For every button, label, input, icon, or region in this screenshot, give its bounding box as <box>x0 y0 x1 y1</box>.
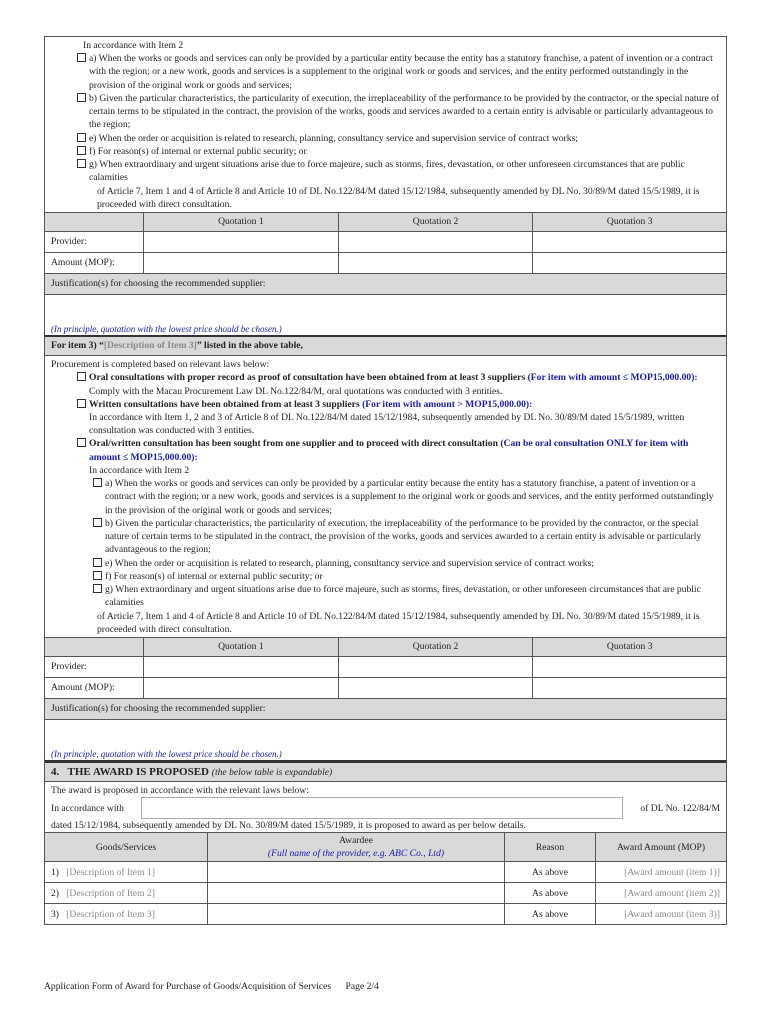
awardee-field[interactable] <box>208 904 505 925</box>
justification-label: Justification(s) for choosing the recommended supplier: <box>45 699 726 720</box>
item3-description-placeholder: [Description of Item 3] <box>103 340 197 352</box>
accordance-text: In accordance with Item 2 <box>83 40 184 51</box>
checkbox-icon[interactable] <box>77 53 86 62</box>
provider-field-1[interactable] <box>144 232 339 253</box>
option-a[interactable]: a) When the works or goods and services can only be provided by a particular entity because the entity has a statutory franchise, a patent of invention or a contract with the region; or a new work, goods and services is a supplement to the original work or goods and services, and the entity performed outstandingly in the provision of the original work or goods and services; <box>51 477 720 517</box>
lowest-price-note: (In principle, quotation with the lowest price should be chosen.) <box>51 323 282 334</box>
awardee-field[interactable] <box>208 883 505 904</box>
option-a[interactable]: a) When the works or goods and services can only be provided by a particular entity because the entity has a statutory franchise, a patent of invention or a contract with the region; or a new work, goods and services is a supplement to the original work or goods and services, and the entity performed outstandingly in the provision of the original work or goods and services; <box>51 52 720 92</box>
page-number: Page 2/4 <box>345 981 379 992</box>
table-row <box>45 862 726 883</box>
quotation-2-header: Quotation 2 <box>338 637 533 656</box>
checkbox-icon[interactable] <box>93 478 102 487</box>
justification-field[interactable] <box>45 295 726 335</box>
dl-label: of DL No. 122/84/M <box>640 802 720 814</box>
award-amount-cell[interactable]: [Award amount (item 1)] <box>596 862 727 883</box>
quotation-1-header: Quotation 1 <box>144 213 339 232</box>
row-number: 1) <box>51 866 59 878</box>
option-g[interactable]: g) When extraordinary and urgent situations arise due to force majeure, such as storms, fires, devastation, or other unforeseen circumstances that are public calamities <box>51 583 720 609</box>
amount-field-3[interactable] <box>533 253 726 274</box>
award-dated-text: dated 15/12/1984, subsequently amended by DL No. 30/89/M dated 15/5/1989, it is proposed to award as per below details. <box>51 820 526 832</box>
item3-header: For item 3) “[Description of Item 3]” listed in the above table, <box>45 335 726 356</box>
option-e[interactable]: e) When the order or acquisition is related to research, planning, consultancy service and supervision service of contract works; <box>51 557 720 570</box>
direct-consultation-section <box>45 37 726 211</box>
checkbox-icon[interactable] <box>93 518 102 527</box>
quotation-1-header: Quotation 1 <box>144 637 339 656</box>
in-accordance-label: In accordance with <box>51 802 124 814</box>
checkbox-icon[interactable] <box>77 146 86 155</box>
page-footer <box>44 980 379 993</box>
goods-services-header: Goods/Services <box>45 833 208 862</box>
award-amount-header: Award Amount (MOP) <box>596 833 727 862</box>
option-b[interactable]: b) Given the particular characteristics, the particularity of execution, the irreplaceability of the performance to be provided by the contractor, or the special nature of certain terms to be stipulated in the contract, the provision of the works, goods and services awarded to a certain entity is advisable or particularly advantageous to the region; <box>51 92 720 132</box>
procurement-intro: Procurement is completed based on relevant laws below: <box>51 359 270 371</box>
form-name: Application Form of Award for Purchase of Goods/Acquisition of Services <box>44 981 332 992</box>
award-section-header: 4. THE AWARD IS PROPOSED (the below table is expandable) <box>45 760 726 782</box>
provider-label: Provider: <box>45 656 144 677</box>
checkbox-icon[interactable] <box>77 159 86 168</box>
reason-cell: As above <box>505 862 596 883</box>
checkbox-icon[interactable] <box>77 93 86 102</box>
item-description: [Description of Item 3] <box>66 908 155 920</box>
provider-field-2[interactable] <box>338 232 533 253</box>
row-number: 2) <box>51 887 59 899</box>
amount-field-1[interactable] <box>144 677 339 698</box>
lowest-price-note: (In principle, quotation with the lowest price should be chosen.) <box>51 748 282 759</box>
amount-label: Amount (MOP): <box>45 253 144 274</box>
quotation-2-header: Quotation 2 <box>338 213 533 232</box>
legal-basis-text: of Article 7, Item 1 and 4 of Article 8 and Article 10 of DL No.122/84/M dated 15/12/1984, subsequently amended by DL No. 30/89/M dated 15/5/1989, it is proceeded with direct consultation. <box>97 185 700 210</box>
provider-field-1[interactable] <box>144 656 339 677</box>
direct-consultation-option[interactable]: Oral/written consultation has been sought from one supplier and to proceed with direct consultation (Can be oral consultation ONLY for item with amount ≤ MOP15,000.00): <box>51 437 720 463</box>
amount-field-1[interactable] <box>144 253 339 274</box>
checkbox-icon[interactable] <box>77 399 86 408</box>
legal-basis-input[interactable] <box>141 797 623 819</box>
oral-consultation-option[interactable]: Oral consultations with proper record as proof of consultation have been obtained from at least 3 suppliers (For item with amount ≤ MOP15,000.00): <box>51 371 720 384</box>
row-number: 3) <box>51 908 59 920</box>
award-amount-cell[interactable]: [Award amount (item 2)] <box>596 883 727 904</box>
quotation-3-header: Quotation 3 <box>533 637 726 656</box>
amount-field-2[interactable] <box>338 677 533 698</box>
reason-cell: As above <box>505 904 596 925</box>
provider-field-3[interactable] <box>533 232 726 253</box>
provider-field-3[interactable] <box>533 656 726 677</box>
provider-label: Provider: <box>45 232 144 253</box>
amount-field-3[interactable] <box>533 677 726 698</box>
item3-section <box>45 356 726 636</box>
justification-field[interactable] <box>45 720 726 760</box>
checkbox-icon[interactable] <box>93 584 102 593</box>
awardee-header: Awardee (Full name of the provider, e.g. ABC Co., Ltd) <box>208 833 505 862</box>
reason-cell: As above <box>505 883 596 904</box>
award-intro: The award is proposed in accordance with the relevant laws below: <box>51 784 309 796</box>
option-f[interactable]: f) For reason(s) of internal or external public security; or <box>51 570 720 583</box>
option-b[interactable]: b) Given the particular characteristics, the particularity of execution, the irreplaceability of the performance to be provided by the contractor, or the special nature of certain terms to be stipulated in the contract, the provision of the works, goods and services awarded to a certain entity is advisable or particularly advantageous to the region; <box>51 517 720 557</box>
checkbox-icon[interactable] <box>77 438 86 447</box>
checkbox-icon[interactable] <box>93 571 102 580</box>
justification-label: Justification(s) for choosing the recommended supplier: <box>45 274 726 295</box>
checkbox-icon[interactable] <box>93 558 102 567</box>
quotation-table <box>45 212 726 274</box>
reason-header: Reason <box>505 833 596 862</box>
form-frame <box>44 36 727 925</box>
award-table <box>45 832 726 924</box>
written-consultation-detail: In accordance with Item 1, 2 and 3 of Article 8 of DL No.122/84/M dated 15/12/1984, subsequently amended by DL No. 30/89/M dated 15/5/1989, written consultation was conducted with 3 entities. <box>89 411 685 437</box>
quotation-table <box>45 637 726 699</box>
award-section <box>45 782 726 832</box>
table-row <box>45 904 726 925</box>
option-f[interactable]: f) For reason(s) of internal or external public security; or <box>51 145 720 158</box>
amount-label: Amount (MOP): <box>45 677 144 698</box>
item-description: [Description of Item 1] <box>66 866 155 878</box>
option-g[interactable]: g) When extraordinary and urgent situations arise due to force majeure, such as storms, fires, devastation, or other unforeseen circumstances that are public calamities <box>51 158 720 184</box>
oral-consultation-detail: Comply with the Macau Procurement Law DL No.122/84/M, oral quotations was conducted with 3 entities. <box>89 385 503 397</box>
amount-field-2[interactable] <box>338 253 533 274</box>
awardee-field[interactable] <box>208 862 505 883</box>
written-consultation-option[interactable]: Written consultations have been obtained from at least 3 suppliers (For item with amount > MOP15,000.00): <box>51 398 720 411</box>
item-description: [Description of Item 2] <box>66 887 155 899</box>
quotation-3-header: Quotation 3 <box>533 213 726 232</box>
checkbox-icon[interactable] <box>77 372 86 381</box>
checkbox-icon[interactable] <box>77 133 86 142</box>
legal-basis-text: of Article 7, Item 1 and 4 of Article 8 and Article 10 of DL No.122/84/M dated 15/12/1984, subsequently amended by DL No. 30/89/M dated 15/5/1989, it is proceeded with direct consultation. <box>97 610 700 635</box>
provider-field-2[interactable] <box>338 656 533 677</box>
accordance-text: In accordance with Item 2 <box>89 464 190 476</box>
award-amount-cell[interactable]: [Award amount (item 3)] <box>596 904 727 925</box>
table-row <box>45 883 726 904</box>
option-e[interactable]: e) When the order or acquisition is related to research, planning, consultancy service and supervision service of contract works; <box>51 132 720 145</box>
